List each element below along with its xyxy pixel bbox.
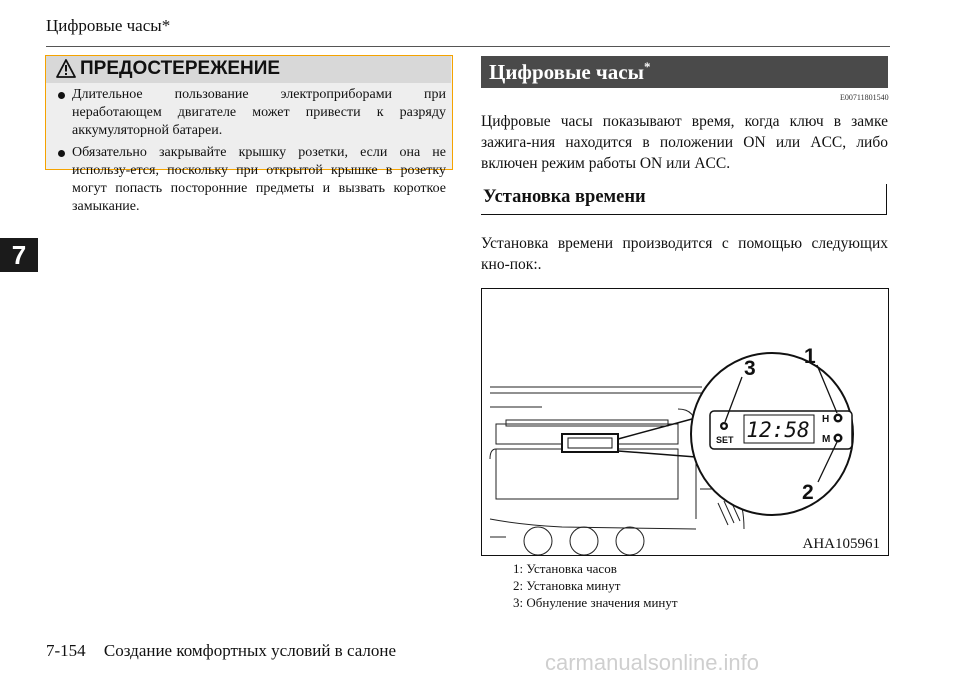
warning-item: Длительное пользование электроприборами при неработающем двигателе может привести к разряду аккумуляторной батареи.	[56, 86, 446, 140]
legend-item: 3: Обнуление значения минут	[513, 595, 678, 610]
subsection-paragraph: Установка времени производится с помощью следующих кно-пок:.	[481, 235, 888, 273]
callout-2: 2	[802, 481, 814, 504]
intro-paragraph: Цифровые часы показывают время, когда ключ в замке зажига-ния находится в положении ON или ACC, либо включен режим работы ON или ACC.	[481, 113, 888, 172]
warning-list	[56, 86, 446, 220]
chapter-tab: 7	[0, 238, 38, 272]
section-code: E00711801540	[840, 93, 889, 102]
set-label: SET	[716, 435, 734, 445]
clock-illustration	[481, 288, 889, 556]
callout-3: 3	[744, 357, 756, 380]
minute-label: M	[822, 434, 831, 445]
hour-label: H	[822, 414, 830, 425]
figure-id: AHA105961	[802, 536, 880, 552]
warning-item: Обязательно закрывайте крышку розетки, если она не использу-ется, поскольку при открытой крышке в розетку могут попасть посторонние предметы и вызвать короткое замыкание.	[56, 144, 446, 216]
watermark: carmanualsonline.info	[545, 650, 760, 675]
subsection-heading	[481, 184, 887, 215]
legend-item: 2: Установка минут	[513, 578, 621, 593]
chapter-title: Создание комфортных условий в салоне	[103, 641, 397, 660]
clock-diagram	[482, 289, 888, 555]
subsection-title: Установка времени	[483, 187, 646, 207]
warning-header	[46, 56, 451, 83]
figure-legend	[513, 560, 678, 611]
warning-heading: ПРЕДОСТЕРЕЖЕНИЕ	[80, 58, 281, 79]
legend-item: 1: Установка часов	[513, 561, 617, 576]
warning-triangle-icon	[56, 59, 76, 78]
section-title-bar	[481, 56, 888, 88]
section-title: Цифровые часы*	[489, 59, 651, 84]
page-footer	[46, 641, 396, 661]
clock-display: 12:58	[746, 418, 810, 442]
header-divider	[46, 46, 890, 47]
page-header-title: Цифровые часы*	[46, 16, 171, 35]
page-number: 7-154	[46, 641, 86, 660]
callout-1: 1	[804, 345, 816, 368]
